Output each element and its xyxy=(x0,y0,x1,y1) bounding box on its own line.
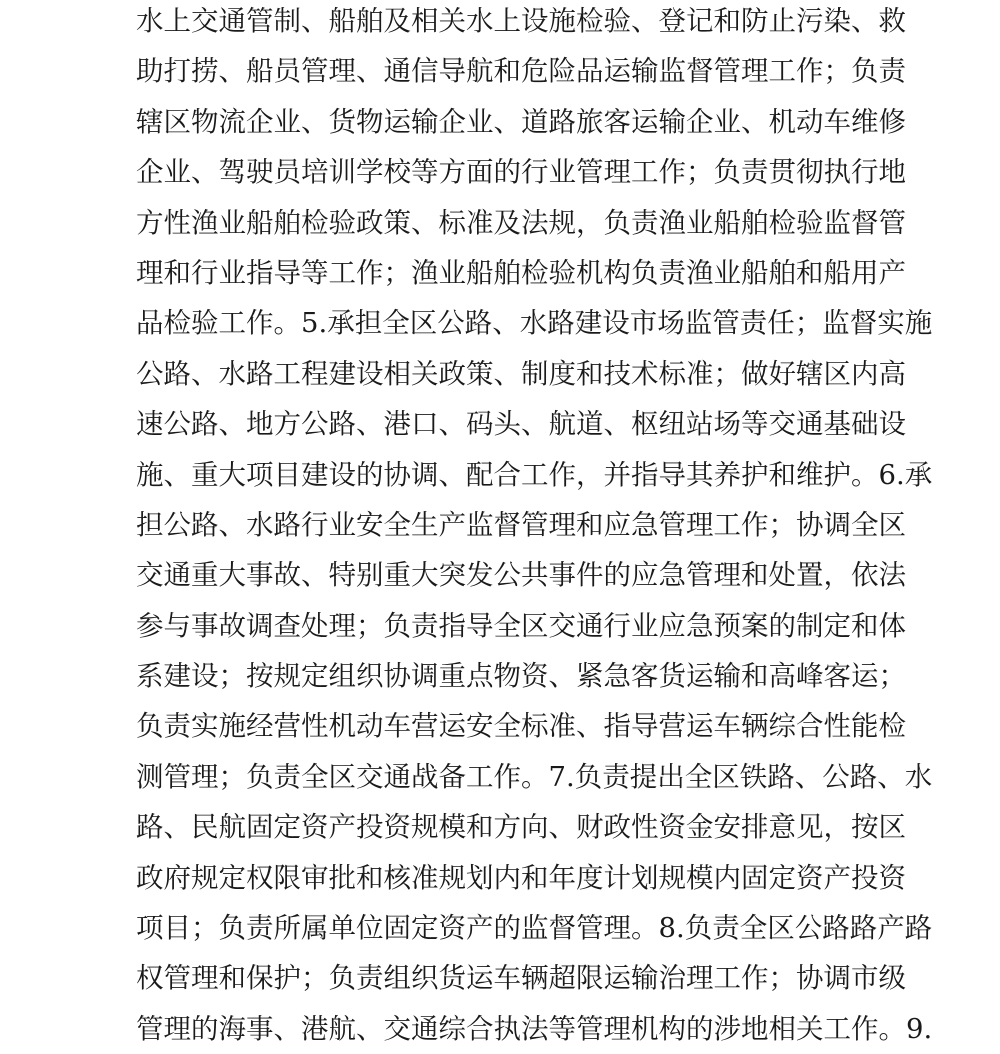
text-line: 方性渔业船舶检验政策、标准及法规，负责渔业船舶检验监督管 xyxy=(136,206,906,239)
text-line: 负责实施经营性机动车营运安全标准、指导营运车辆综合性能检 xyxy=(136,710,906,743)
text-line: 助打捞、船员管理、通信导航和危险品运输监督管理工作；负责 xyxy=(136,55,906,88)
text-line: 品检验工作。5.承担全区公路、水路建设市场监管责任；监督实施 xyxy=(136,307,933,340)
text-line: 公路、水路工程建设相关政策、制度和技术标准；做好辖区内高 xyxy=(136,357,906,390)
text-line: 交通重大事故、特别重大突发公共事件的应急管理和处置，依法 xyxy=(136,559,906,592)
text-line: 参与事故调查处理；负责指导全区交通行业应急预案的制定和体 xyxy=(136,609,906,642)
text-line: 路、民航固定资产投资规模和方向、财政性资金安排意见，按区 xyxy=(136,811,906,844)
text-line: 系建设；按规定组织协调重点物资、紧急客货运输和高峰客运； xyxy=(136,660,906,693)
text-line: 施、重大项目建设的协调、配合工作，并指导其养护和维护。6.承 xyxy=(136,458,933,491)
text-line: 水上交通管制、船舶及相关水上设施检验、登记和防止污染、救 xyxy=(136,5,906,37)
text-line: 管理的海事、港航、交通综合执法等管理机构的涉地相关工作。9. xyxy=(136,1012,933,1045)
text-line: 企业、驾驶员培训学校等方面的行业管理工作；负责贯彻执行地 xyxy=(136,156,906,189)
text-line: 项目；负责所属单位固定资产的监督管理。8.负责全区公路路产路 xyxy=(136,912,933,945)
text-line: 权管理和保护；负责组织货运车辆超限运输治理工作；协调市级 xyxy=(136,962,906,995)
text-line: 担公路、水路行业安全生产监督管理和应急管理工作；协调全区 xyxy=(136,508,906,541)
text-line: 政府规定权限审批和核准规划内和年度计划规模内固定资产投资 xyxy=(136,861,906,894)
text-line: 理和行业指导等工作；渔业船舶检验机构负责渔业船舶和船用产 xyxy=(136,256,906,289)
text-line: 速公路、地方公路、港口、码头、航道、枢纽站场等交通基础设 xyxy=(136,408,906,441)
text-line: 测管理；负责全区交通战备工作。7.负责提出全区铁路、公路、水 xyxy=(136,760,933,793)
body-paragraph xyxy=(136,0,933,1054)
text-line: 辖区物流企业、货物运输企业、道路旅客运输企业、机动车维修 xyxy=(136,105,906,138)
